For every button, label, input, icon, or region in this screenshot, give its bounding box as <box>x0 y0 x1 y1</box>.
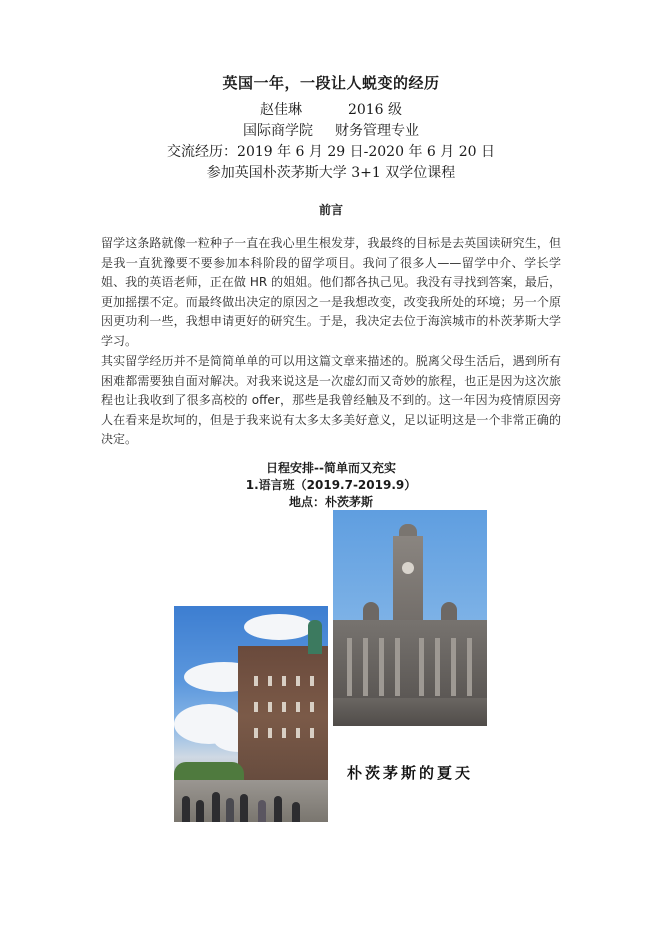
major-name: 财务管理专业 <box>335 123 419 139</box>
author-grade: 2016 级 <box>347 102 403 118</box>
preface-paragraph-2: 其实留学经历并不是简简单单的可以用这篇文章来描述的。脱离父母生活后，遇到所有困难都需要独自面对解决。对我来说这是一次虚幻而又奇妙的旅程，也正是因为这次旅程也让我收到了很多高校的 offer，那些是我曾经触及不到的。这一年因为疫情原因旁人在看来是坎坷的，但是于我来说有太多太多美好意义，足以证明这是一个非常正确的决定。 <box>101 354 561 446</box>
steps-shape <box>333 698 487 726</box>
college-line <box>0 121 662 141</box>
clock-icon <box>402 562 414 574</box>
preface-paragraph-1: 留学这条路就像一粒种子一直在我心里生根发芽，我最终的目标是去英国读研究生，但是我一直犹豫要不要参加本科阶段的留学项目。我问了很多人——留学中介、学长学姐、我的英语老师，正在做 HR 的姐姐。他们都各执己见。我没有寻找到答案，最后，更加摇摆不定。而最终做出决定的原因之一是我想改变，改变我所处的环境；另一个原因更功利一些，我想申请更好的研究生。于是，我决定去位于海滨城市的朴茨茅斯大学学习。 <box>101 236 561 348</box>
college-name: 国际商学院 <box>243 123 313 139</box>
schedule-location: 地点：朴茨茅斯 <box>288 495 373 509</box>
program-line: 参加英国朴茨茅斯大学 3+1 双学位课程 <box>206 165 456 181</box>
schedule-item-1: 1.语言班（2019.7-2019.9） <box>245 478 417 492</box>
dome-shape <box>308 620 322 654</box>
cloud-shape <box>244 614 314 640</box>
preface-heading: 前言 <box>318 203 343 217</box>
exchange-line: 交流经历：2019 年 6 月 29 日-2020 年 6 月 20 日 <box>167 144 495 160</box>
photo-caption: 朴茨茅斯的夏天 <box>346 764 473 782</box>
schedule-heading: 日程安排--简单而又充实 <box>266 461 396 475</box>
street-photo <box>174 606 328 822</box>
author-line <box>0 100 662 120</box>
page-title: 英国一年，一段让人蜕变的经历 <box>222 74 440 92</box>
clock-tower-photo <box>333 510 487 726</box>
hall-shape <box>333 620 487 700</box>
author-name: 赵佳琳 <box>259 102 302 118</box>
